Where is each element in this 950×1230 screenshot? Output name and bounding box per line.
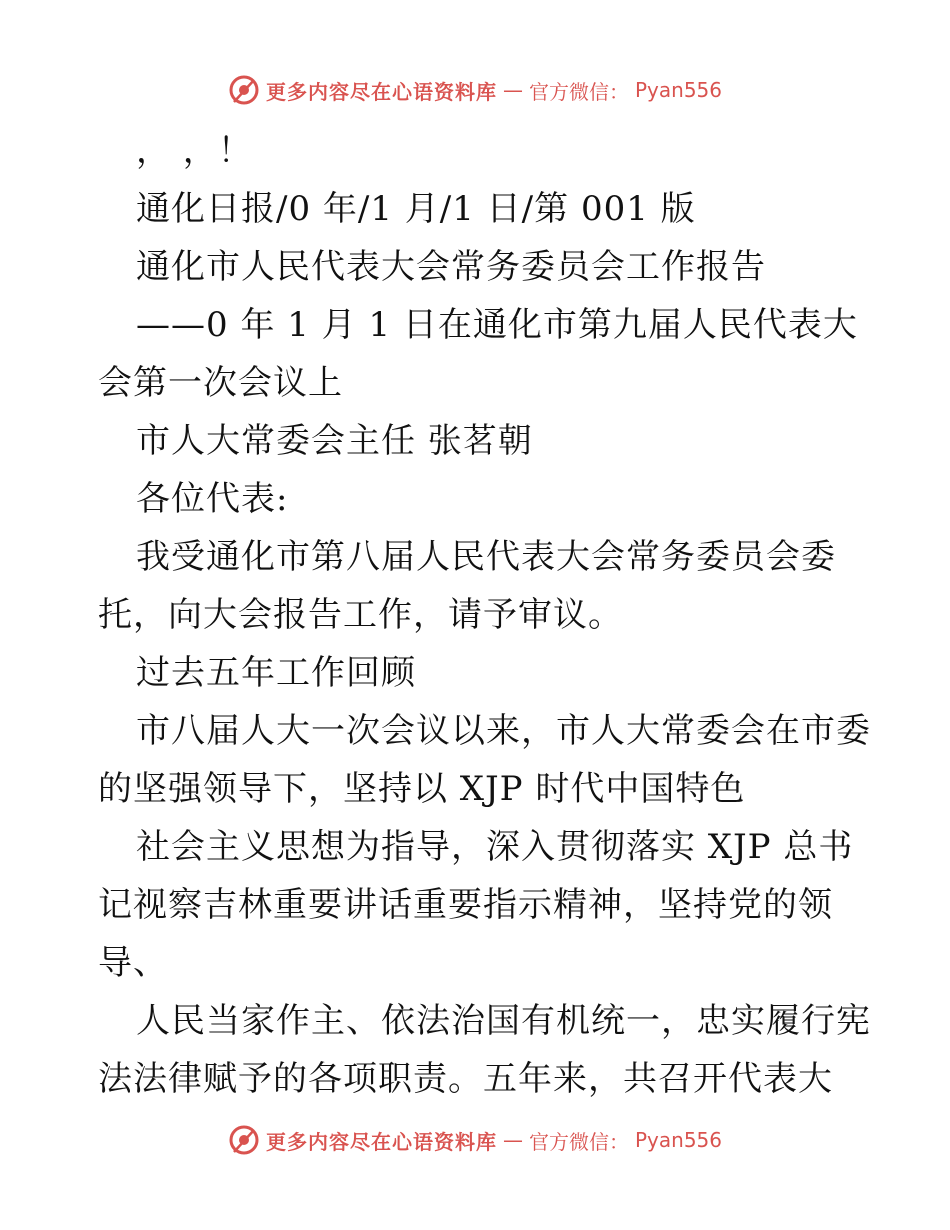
banner-separator: —	[502, 1128, 523, 1152]
body-line: 各位代表:	[136, 479, 289, 519]
banner-text: 更多内容尽在心语资料库	[265, 79, 497, 104]
document-body	[98, 122, 871, 1108]
banner-separator: —	[502, 78, 523, 102]
banner-text: 更多内容尽在心语资料库	[265, 1129, 497, 1154]
body-line: 会第一次会议上	[98, 363, 343, 403]
body-line: 市人大常委会主任 张茗朝	[136, 421, 533, 461]
body-line: ， ，！	[136, 131, 253, 171]
banner-wechat-label: 官方微信：	[528, 79, 629, 104]
footer-watermark-banner	[0, 1120, 950, 1160]
banner-wechat-id: Pyan556	[634, 1128, 722, 1152]
body-line: 市八届人大一次会议以来，市人大常委会在市委	[136, 711, 871, 751]
body-line: 通化日报/0 年/1 月/1 日/第 001 版	[136, 189, 696, 229]
banner-wechat-id: Pyan556	[634, 78, 722, 102]
banner-wechat-label: 官方微信：	[528, 1129, 629, 1154]
body-line: 人民当家作主、依法治国有机统一，忠实履行宪	[136, 1001, 871, 1041]
body-line: ——0 年 1 月 1 日在通化市第九届人民代表大	[136, 305, 858, 345]
quill-logo-icon	[228, 1124, 260, 1156]
body-line: 的坚强领导下，坚持以 XJP 时代中国特色	[98, 769, 746, 809]
body-line: 过去五年工作回顾	[136, 653, 416, 693]
body-line: 导、	[98, 943, 168, 983]
body-line: 法法律赋予的各项职责。五年来，共召开代表大	[98, 1059, 833, 1099]
header-watermark-banner	[0, 70, 950, 110]
quill-logo-icon	[228, 74, 260, 106]
body-line: 记视察吉林重要讲话重要指示精神，坚持党的领	[98, 885, 833, 925]
body-line: 通化市人民代表大会常务委员会工作报告	[136, 247, 766, 287]
body-line: 我受通化市第八届人民代表大会常务委员会委	[136, 537, 836, 577]
body-line: 托，向大会报告工作，请予审议。	[98, 595, 623, 635]
body-line: 社会主义思想为指导，深入贯彻落实 XJP 总书	[136, 827, 854, 867]
